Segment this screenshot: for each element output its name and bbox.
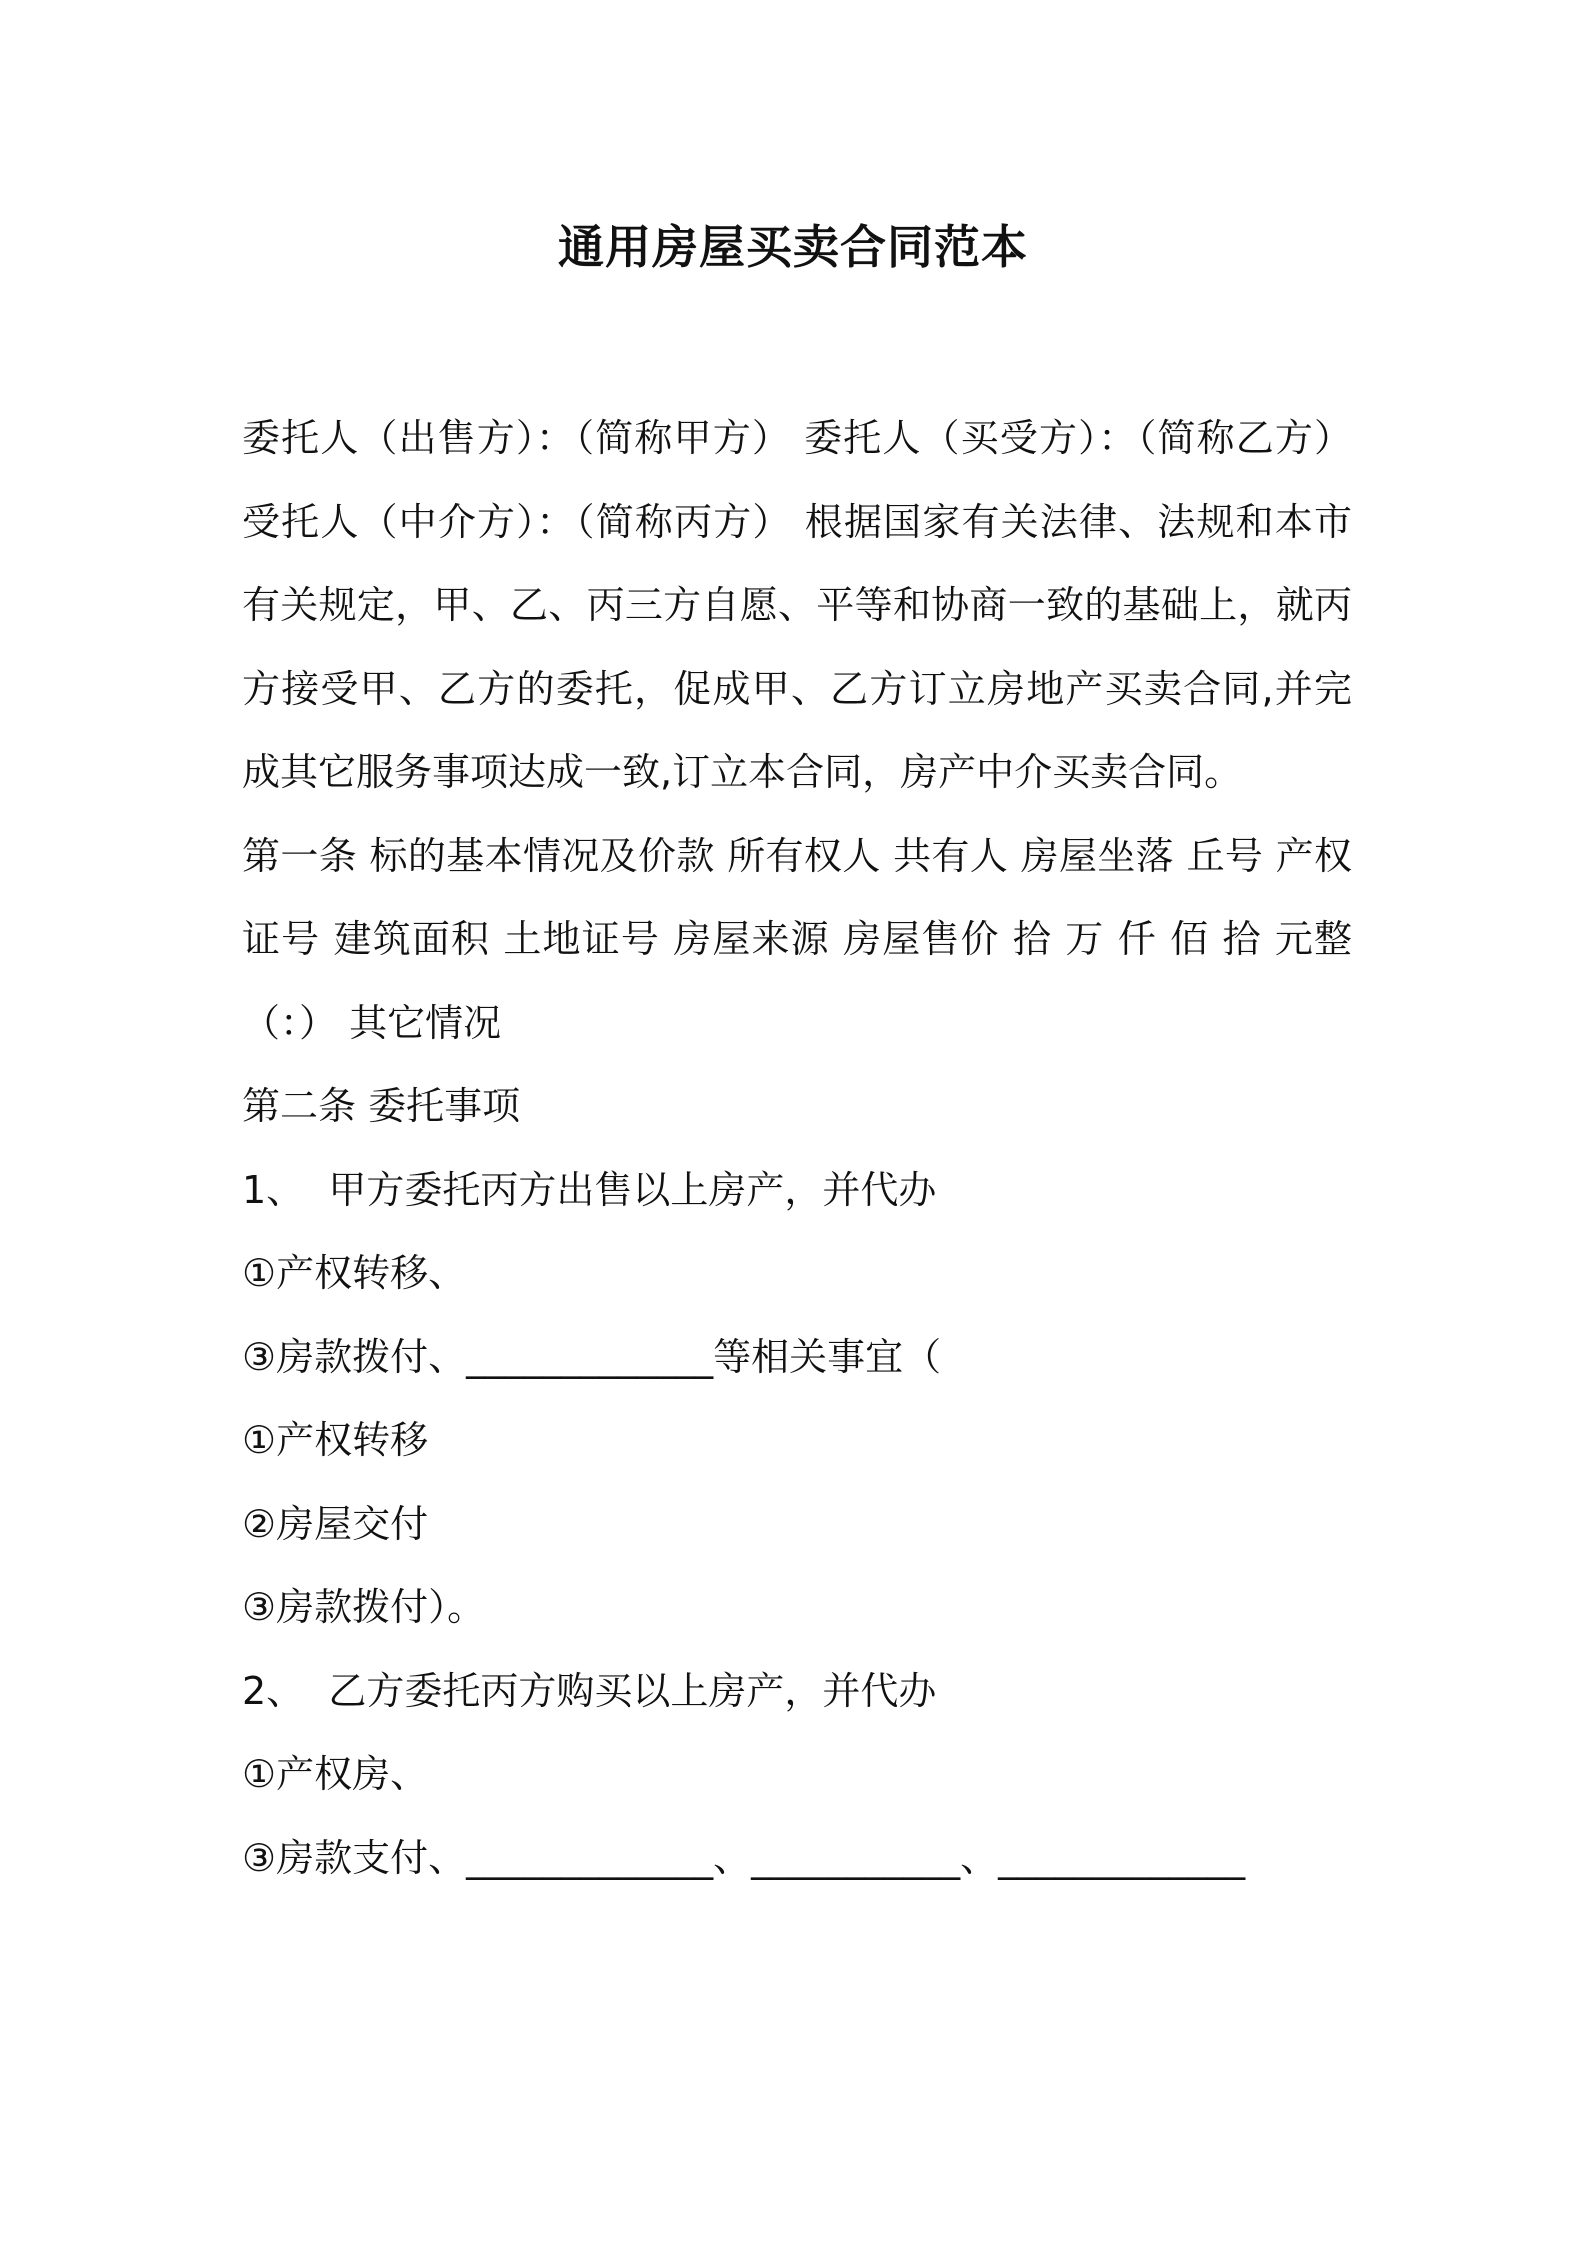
clause-line: 2、 乙方委托丙方购买以上房产，并代办 (242, 1668, 937, 1713)
clause-line: ③房款支付、_____________、___________、_____________ (242, 1835, 1246, 1880)
clause-line: ①产权转移 (242, 1418, 429, 1462)
document-title: 通用房屋买卖合同范本 (558, 220, 1028, 274)
clause-line: ②房屋交付 (242, 1501, 429, 1546)
clause-line: 1、 甲方委托丙方出售以上房产，并代办 (242, 1167, 937, 1212)
clause-line: ①产权转移、 (242, 1251, 467, 1295)
clause-line: ③房款拨付）。 (242, 1585, 486, 1629)
clause-line: ③房款拨付、_____________等相关事宜（ (242, 1334, 942, 1379)
document-body (242, 397, 1352, 1900)
intro-paragraph: 委托人（出售方）：（简称甲方） 委托人（买受方）：（简称乙方） 受托人（中介方）：（简称丙方） 根据国家有关法律、法规和本市有关规定，甲、乙、丙三方自愿、平等和协商一致的基础上，就丙方接受甲、乙方的委托，促成甲、乙方订立房地产买卖合同,并完成其它服务事项达成一致,订立本合同，房产中介买卖合同。 (242, 416, 1352, 794)
article-2-heading: 第二条 委托事项 (242, 1084, 521, 1128)
clause-line: ①产权房、 (242, 1752, 429, 1796)
article-1-paragraph: 第一条 标的基本情况及价款 所有权人 共有人 房屋坐落 丘号 产权证号 建筑面积 土地证号 房屋来源 房屋售价 拾 万 仟 佰 拾 元整（：） 其它情况 (242, 833, 1352, 1045)
